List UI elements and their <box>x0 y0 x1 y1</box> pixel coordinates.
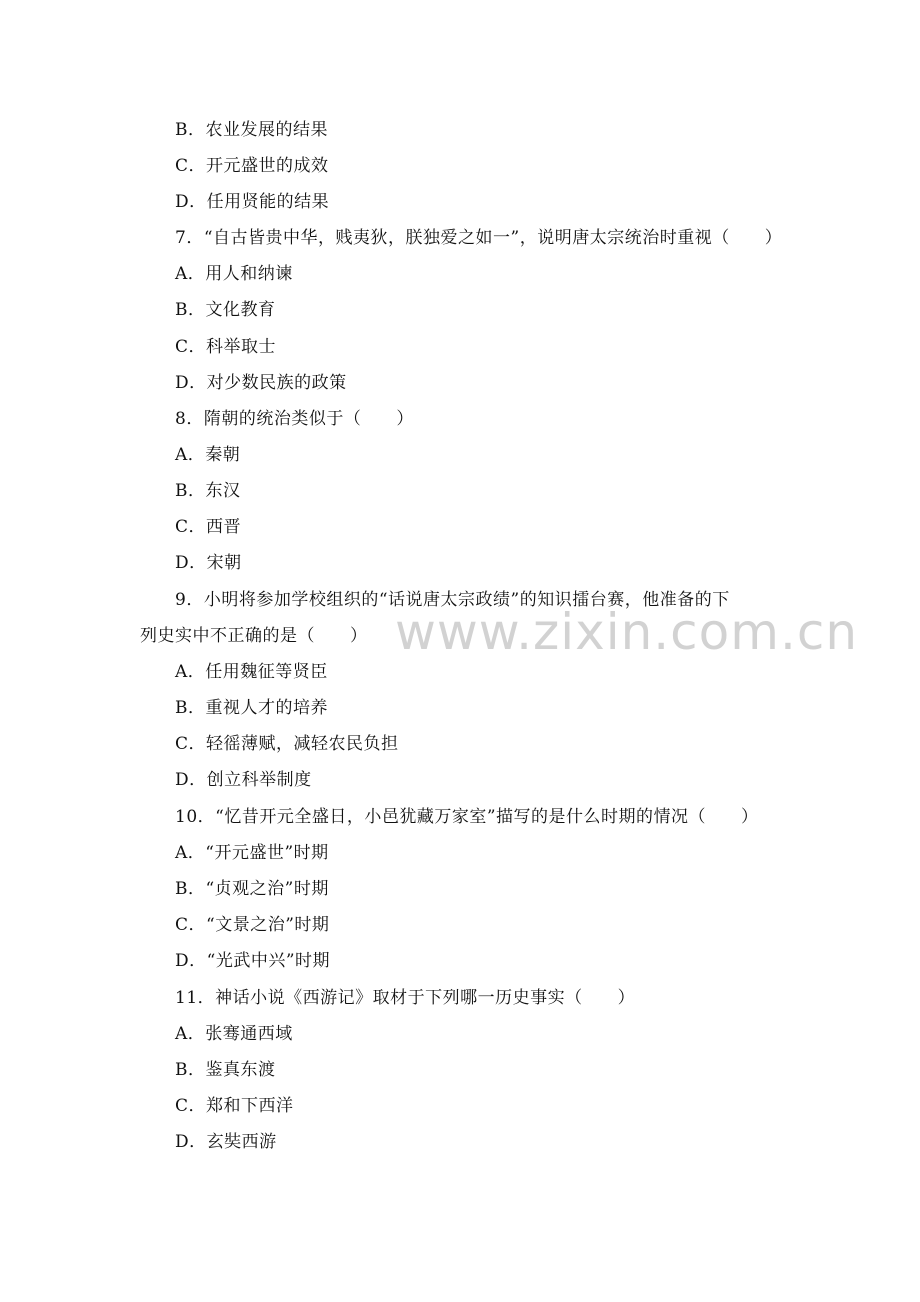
q7-stem: 7．“自古皆贵中华，贱夷狄，朕独爱之如一”，说明唐太宗统治时重视（ ） <box>175 228 783 248</box>
q8-option-d: D．宋朝 <box>175 553 242 573</box>
q9-option-b: B．重视人才的培养 <box>175 698 328 718</box>
q10-option-c: C．“文景之治”时期 <box>175 915 330 935</box>
q7-option-a: A．用人和纳谏 <box>175 264 293 284</box>
q6-option-c: C．开元盛世的成效 <box>175 156 329 176</box>
q9-stem-line1: 9．小明将参加学校组织的“话说唐太宗政绩”的知识擂台赛，他准备的下 <box>175 590 730 610</box>
q11-option-c: C．郑和下西洋 <box>175 1096 294 1116</box>
q7-option-b: B．文化教育 <box>175 300 276 320</box>
q9-option-a: A．任用魏征等贤臣 <box>175 662 328 682</box>
q7-option-c: C．科举取士 <box>175 337 277 357</box>
q10-option-d: D．“光武中兴”时期 <box>175 951 331 971</box>
q7-option-d: D．对少数民族的政策 <box>175 373 347 393</box>
q11-stem: 11．神话小说《西游记》取材于下列哪一历史事实（ ） <box>175 988 636 1008</box>
q9-option-d: D．创立科举制度 <box>175 770 312 790</box>
q11-option-a: A．张骞通西域 <box>175 1024 293 1044</box>
q9-option-c: C．轻徭薄赋，减轻农民负担 <box>175 734 399 754</box>
q9-stem-line2: 列史实中不正确的是（ ） <box>140 626 368 646</box>
q8-stem: 8．隋朝的统治类似于（ ） <box>175 409 414 429</box>
q11-option-d: D．玄奘西游 <box>175 1132 277 1152</box>
q10-stem: 10．“忆昔开元全盛日，小邑犹藏万家室”描写的是什么时期的情况（ ） <box>175 807 759 827</box>
q6-option-b: B．农业发展的结果 <box>175 120 328 140</box>
q8-option-b: B．东汉 <box>175 481 241 501</box>
q10-option-b: B．“贞观之治”时期 <box>175 879 329 899</box>
watermark: www.zixin.com.cn <box>395 603 859 661</box>
q10-option-a: A．“开元盛世”时期 <box>175 843 329 863</box>
q8-option-a: A．秦朝 <box>175 445 241 465</box>
q11-option-b: B．鉴真东渡 <box>175 1060 276 1080</box>
q6-option-d: D．任用贤能的结果 <box>175 192 330 212</box>
q8-option-c: C．西晋 <box>175 517 242 537</box>
